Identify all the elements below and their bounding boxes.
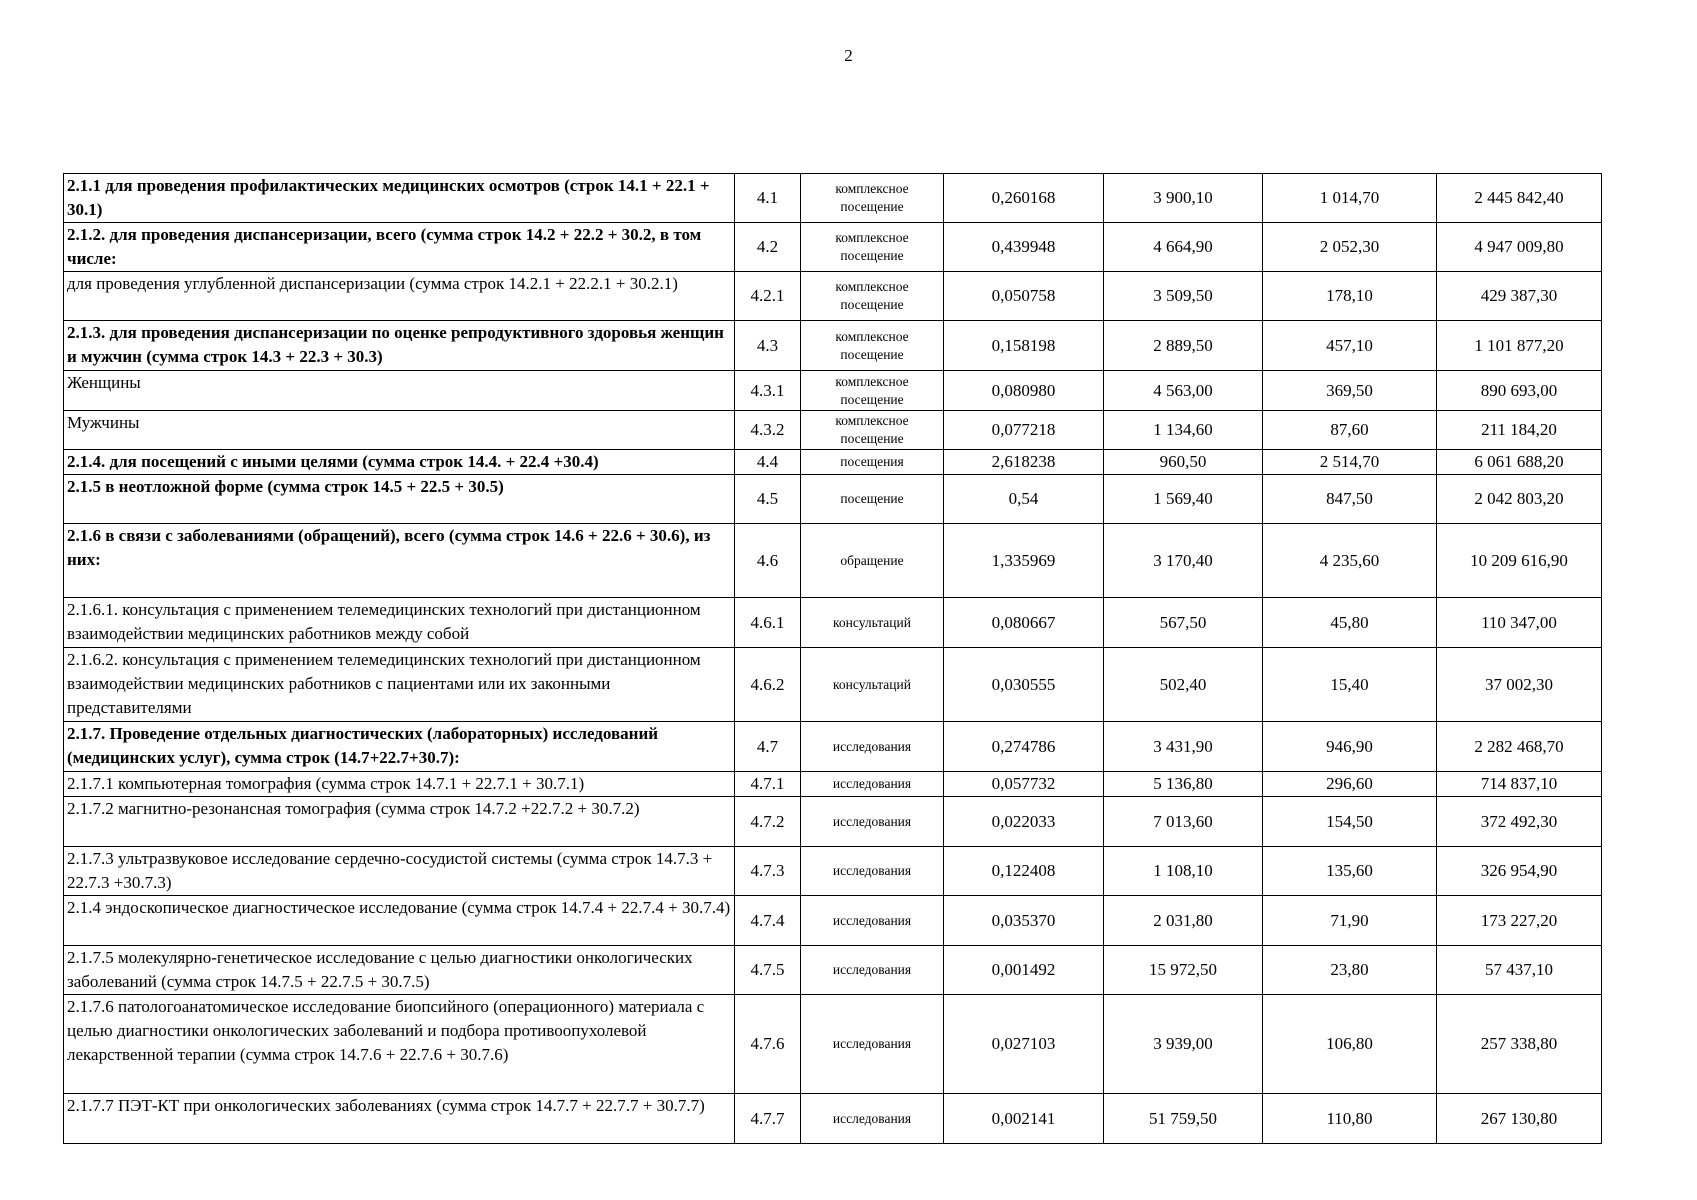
value-per-capita: 45,80 <box>1263 598 1437 648</box>
unit-of-measure: комплексное посещение <box>801 223 944 272</box>
unit-of-measure: исследования <box>801 896 944 946</box>
row-number: 4.6 <box>735 524 801 598</box>
table-row <box>64 450 1602 475</box>
table-row <box>64 772 1602 797</box>
row-number: 4.6.2 <box>735 648 801 722</box>
table-row <box>64 797 1602 847</box>
row-description: 2.1.6.1. консультация с применением телемедицинских технологий при дистанционном взаимодействии медицинских работников между собой <box>64 598 735 648</box>
value-total: 429 387,30 <box>1437 272 1602 321</box>
table-row <box>64 722 1602 772</box>
table-row <box>64 598 1602 648</box>
value-per-capita: 71,90 <box>1263 896 1437 946</box>
value-per-capita: 457,10 <box>1263 321 1437 371</box>
unit-of-measure: посещение <box>801 475 944 524</box>
table-body <box>64 174 1602 1144</box>
value-total: 326 954,90 <box>1437 847 1602 896</box>
unit-of-measure: исследования <box>801 847 944 896</box>
value-per-capita: 23,80 <box>1263 946 1437 995</box>
value-normative: 0,027103 <box>944 995 1104 1094</box>
row-number: 4.6.1 <box>735 598 801 648</box>
row-description: 2.1.7.7 ПЭТ-КТ при онкологических заболеваниях (сумма строк 14.7.7 + 22.7.7 + 30.7.7) <box>64 1094 735 1144</box>
row-description: 2.1.7.2 магнитно-резонансная томография (сумма строк 14.7.2 +22.7.2 + 30.7.2) <box>64 797 735 847</box>
value-cost: 3 170,40 <box>1104 524 1263 598</box>
value-per-capita: 110,80 <box>1263 1094 1437 1144</box>
row-description: 2.1.7.1 компьютерная томография (сумма строк 14.7.1 + 22.7.1 + 30.7.1) <box>64 772 735 797</box>
value-total: 57 437,10 <box>1437 946 1602 995</box>
table-row <box>64 223 1602 272</box>
value-cost: 1 569,40 <box>1104 475 1263 524</box>
value-cost: 5 136,80 <box>1104 772 1263 797</box>
value-per-capita: 2 052,30 <box>1263 223 1437 272</box>
row-description: 2.1.4 эндоскопическое диагностическое исследование (сумма строк 14.7.4 + 22.7.4 + 30.7.4) <box>64 896 735 946</box>
table-row <box>64 411 1602 450</box>
row-description: 2.1.1 для проведения профилактических медицинских осмотров (строк 14.1 + 22.1 + 30.1) <box>64 174 735 223</box>
row-description: 2.1.4. для посещений с иными целями (сумма строк 14.4. + 22.4 +30.4) <box>64 450 735 475</box>
value-cost: 3 509,50 <box>1104 272 1263 321</box>
value-normative: 0,080667 <box>944 598 1104 648</box>
page-number: 2 <box>844 46 853 65</box>
row-description: 2.1.7.5 молекулярно-генетическое исследование с целью диагностики онкологических заболеваний (сумма строк 14.7.5 + 22.7.5 + 30.7.5) <box>64 946 735 995</box>
value-normative: 0,002141 <box>944 1094 1104 1144</box>
unit-of-measure: комплексное посещение <box>801 371 944 411</box>
value-per-capita: 135,60 <box>1263 847 1437 896</box>
value-total: 2 445 842,40 <box>1437 174 1602 223</box>
unit-of-measure: консультаций <box>801 598 944 648</box>
table-row <box>64 371 1602 411</box>
row-description: 2.1.2. для проведения диспансеризации, всего (сумма строк 14.2 + 22.2 + 30.2, в том числе: <box>64 223 735 272</box>
value-per-capita: 847,50 <box>1263 475 1437 524</box>
unit-of-measure: комплексное посещение <box>801 272 944 321</box>
row-number: 4.2 <box>735 223 801 272</box>
value-cost: 567,50 <box>1104 598 1263 648</box>
value-normative: 0,057732 <box>944 772 1104 797</box>
value-normative: 0,122408 <box>944 847 1104 896</box>
value-cost: 2 031,80 <box>1104 896 1263 946</box>
value-cost: 4 563,00 <box>1104 371 1263 411</box>
value-per-capita: 4 235,60 <box>1263 524 1437 598</box>
row-number: 4.4 <box>735 450 801 475</box>
value-per-capita: 15,40 <box>1263 648 1437 722</box>
unit-of-measure: комплексное посещение <box>801 411 944 450</box>
data-table <box>63 173 1602 1144</box>
row-description: Женщины <box>64 371 735 411</box>
value-normative: 0,158198 <box>944 321 1104 371</box>
unit-of-measure: исследования <box>801 1094 944 1144</box>
unit-of-measure: комплексное посещение <box>801 321 944 371</box>
value-per-capita: 87,60 <box>1263 411 1437 450</box>
row-number: 4.5 <box>735 475 801 524</box>
value-normative: 0,439948 <box>944 223 1104 272</box>
value-total: 6 061 688,20 <box>1437 450 1602 475</box>
row-description: 2.1.5 в неотложной форме (сумма строк 14.5 + 22.5 + 30.5) <box>64 475 735 524</box>
row-number: 4.1 <box>735 174 801 223</box>
row-number: 4.7.3 <box>735 847 801 896</box>
unit-of-measure: исследования <box>801 995 944 1094</box>
row-description: 2.1.7.6 патологоанатомическое исследование биопсийного (операционного) материала с целью диагностики онкологических заболеваний и подбора противоопухолевой лекарственной терапии (сумма строк 14.7.6 + 22.7.6 + 30.7.6) <box>64 995 735 1094</box>
row-number: 4.7.7 <box>735 1094 801 1144</box>
value-total: 2 042 803,20 <box>1437 475 1602 524</box>
value-normative: 0,080980 <box>944 371 1104 411</box>
table-row <box>64 995 1602 1094</box>
value-total: 714 837,10 <box>1437 772 1602 797</box>
value-total: 110 347,00 <box>1437 598 1602 648</box>
unit-of-measure: комплексное посещение <box>801 174 944 223</box>
row-number: 4.7.4 <box>735 896 801 946</box>
value-cost: 51 759,50 <box>1104 1094 1263 1144</box>
value-per-capita: 369,50 <box>1263 371 1437 411</box>
value-cost: 1 108,10 <box>1104 847 1263 896</box>
table-row <box>64 174 1602 223</box>
value-normative: 0,001492 <box>944 946 1104 995</box>
row-number: 4.2.1 <box>735 272 801 321</box>
value-per-capita: 946,90 <box>1263 722 1437 772</box>
row-number: 4.7.5 <box>735 946 801 995</box>
row-number: 4.3 <box>735 321 801 371</box>
table-row <box>64 946 1602 995</box>
value-total: 267 130,80 <box>1437 1094 1602 1144</box>
value-normative: 2,618238 <box>944 450 1104 475</box>
value-normative: 0,54 <box>944 475 1104 524</box>
table-row <box>64 1094 1602 1144</box>
unit-of-measure: обращение <box>801 524 944 598</box>
row-number: 4.7.2 <box>735 797 801 847</box>
row-number: 4.7.1 <box>735 772 801 797</box>
value-per-capita: 106,80 <box>1263 995 1437 1094</box>
value-cost: 3 431,90 <box>1104 722 1263 772</box>
row-description: Мужчины <box>64 411 735 450</box>
unit-of-measure: исследования <box>801 772 944 797</box>
value-per-capita: 1 014,70 <box>1263 174 1437 223</box>
table-row <box>64 896 1602 946</box>
value-cost: 2 889,50 <box>1104 321 1263 371</box>
row-number: 4.3.2 <box>735 411 801 450</box>
unit-of-measure: посещения <box>801 450 944 475</box>
value-cost: 502,40 <box>1104 648 1263 722</box>
row-description: 2.1.3. для проведения диспансеризации по оценке репродуктивного здоровья женщин и мужчин (сумма строк 14.3 + 22.3 + 30.3) <box>64 321 735 371</box>
value-normative: 1,335969 <box>944 524 1104 598</box>
table-row <box>64 847 1602 896</box>
value-total: 257 338,80 <box>1437 995 1602 1094</box>
value-cost: 1 134,60 <box>1104 411 1263 450</box>
table-row <box>64 272 1602 321</box>
unit-of-measure: исследования <box>801 797 944 847</box>
row-number: 4.7.6 <box>735 995 801 1094</box>
row-description: 2.1.7.3 ультразвуковое исследование сердечно-сосудистой системы (сумма строк 14.7.3 + 22.7.3 +30.7.3) <box>64 847 735 896</box>
value-normative: 0,077218 <box>944 411 1104 450</box>
value-normative: 0,030555 <box>944 648 1104 722</box>
value-cost: 3 939,00 <box>1104 995 1263 1094</box>
value-total: 10 209 616,90 <box>1437 524 1602 598</box>
table-row <box>64 524 1602 598</box>
table-row <box>64 648 1602 722</box>
value-total: 173 227,20 <box>1437 896 1602 946</box>
value-total: 372 492,30 <box>1437 797 1602 847</box>
value-normative: 0,260168 <box>944 174 1104 223</box>
value-cost: 960,50 <box>1104 450 1263 475</box>
value-per-capita: 154,50 <box>1263 797 1437 847</box>
value-total: 1 101 877,20 <box>1437 321 1602 371</box>
value-cost: 3 900,10 <box>1104 174 1263 223</box>
value-cost: 7 013,60 <box>1104 797 1263 847</box>
value-total: 37 002,30 <box>1437 648 1602 722</box>
table-row <box>64 475 1602 524</box>
value-total: 211 184,20 <box>1437 411 1602 450</box>
unit-of-measure: консультаций <box>801 648 944 722</box>
row-description: 2.1.6.2. консультация с применением телемедицинских технологий при дистанционном взаимодействии медицинских работников с пациентами или их законными представителями <box>64 648 735 722</box>
row-description: для проведения углубленной диспансеризации (сумма строк 14.2.1 + 22.2.1 + 30.2.1) <box>64 272 735 321</box>
value-normative: 0,274786 <box>944 722 1104 772</box>
row-number: 4.7 <box>735 722 801 772</box>
unit-of-measure: исследования <box>801 946 944 995</box>
row-number: 4.3.1 <box>735 371 801 411</box>
value-cost: 15 972,50 <box>1104 946 1263 995</box>
value-cost: 4 664,90 <box>1104 223 1263 272</box>
table-row <box>64 321 1602 371</box>
value-per-capita: 178,10 <box>1263 272 1437 321</box>
value-per-capita: 2 514,70 <box>1263 450 1437 475</box>
row-description: 2.1.6 в связи с заболеваниями (обращений), всего (сумма строк 14.6 + 22.6 + 30.6), из них: <box>64 524 735 598</box>
value-total: 2 282 468,70 <box>1437 722 1602 772</box>
value-normative: 0,050758 <box>944 272 1104 321</box>
value-normative: 0,035370 <box>944 896 1104 946</box>
value-total: 890 693,00 <box>1437 371 1602 411</box>
value-normative: 0,022033 <box>944 797 1104 847</box>
value-per-capita: 296,60 <box>1263 772 1437 797</box>
value-total: 4 947 009,80 <box>1437 223 1602 272</box>
row-description: 2.1.7. Проведение отдельных диагностических (лабораторных) исследований (медицинских услуг), сумма строк (14.7+22.7+30.7): <box>64 722 735 772</box>
unit-of-measure: исследования <box>801 722 944 772</box>
